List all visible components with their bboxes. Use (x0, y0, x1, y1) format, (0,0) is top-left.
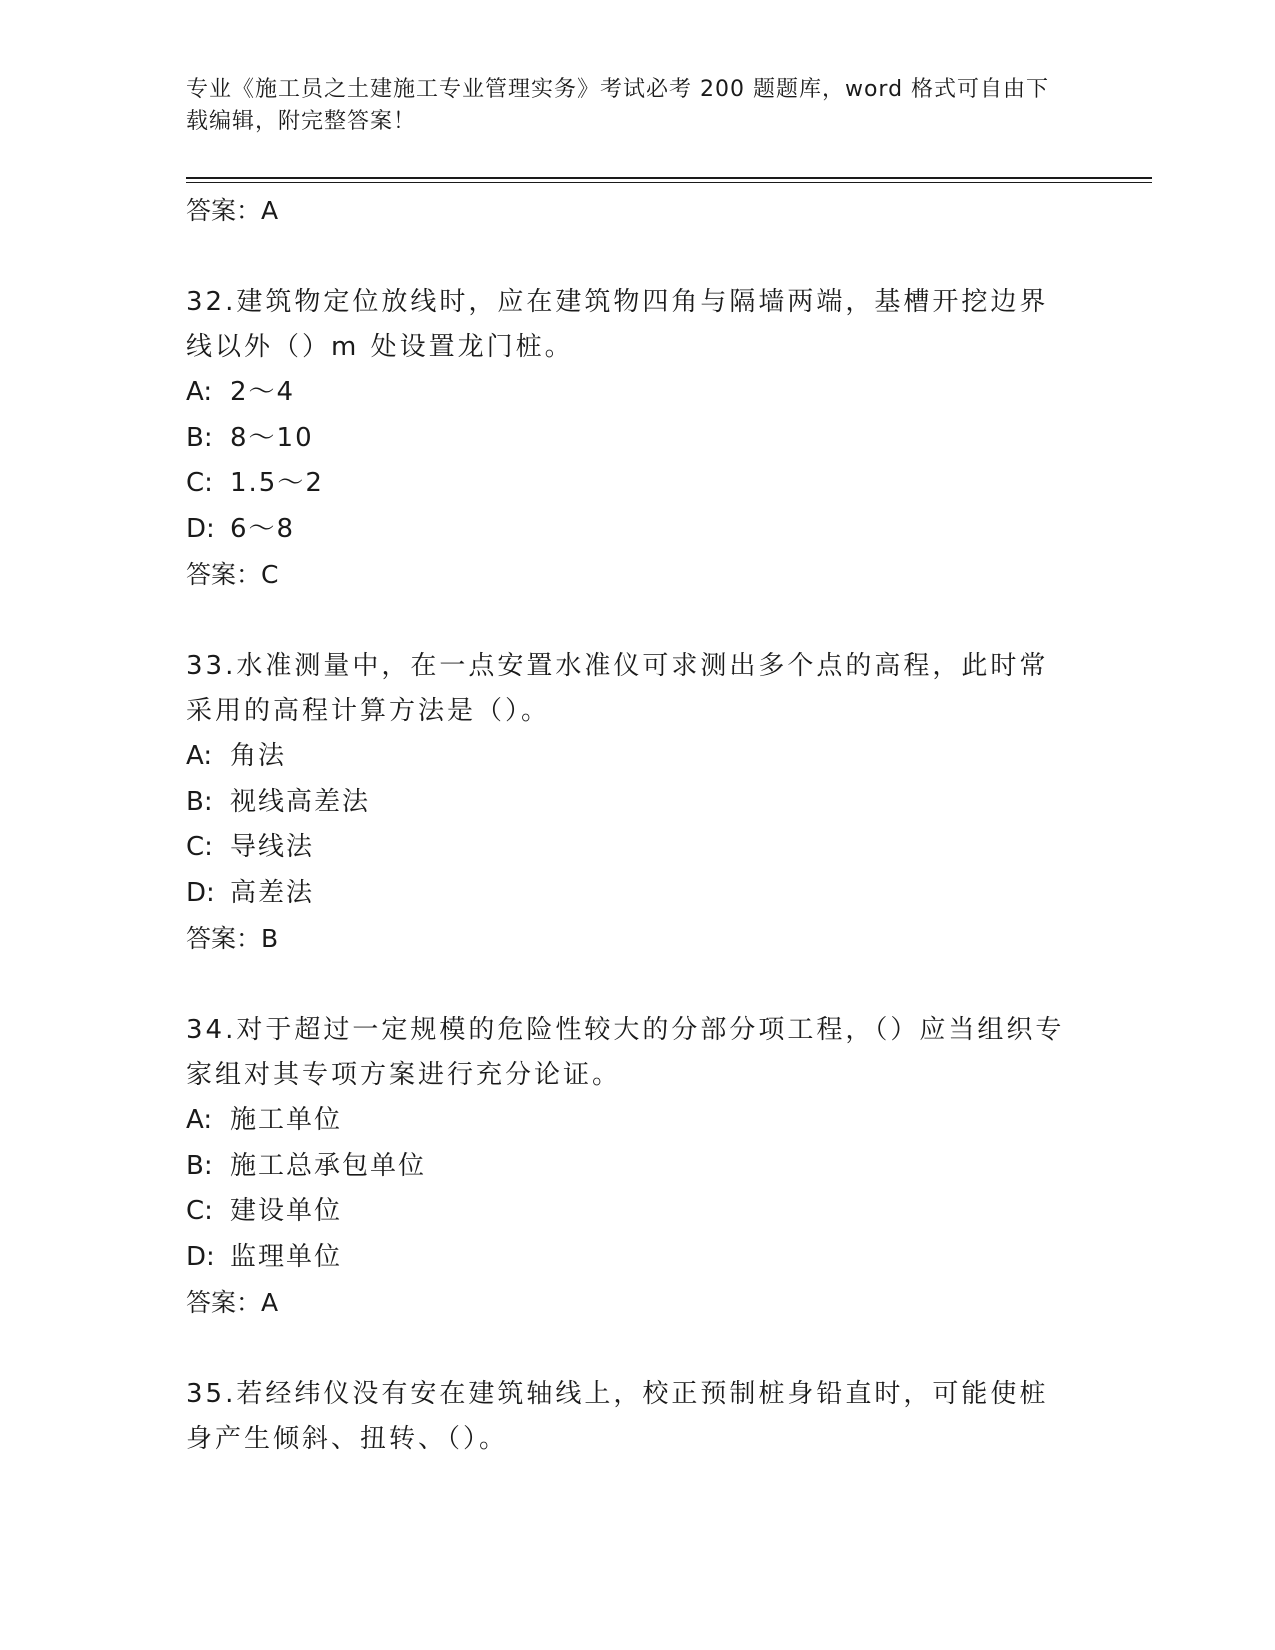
option-letter: D: (186, 1241, 215, 1272)
option-letter: B: (186, 422, 213, 453)
question-block (186, 1008, 1076, 1325)
option-a (186, 1098, 1076, 1144)
option-text: 8～10 (230, 422, 314, 453)
option-c (186, 825, 1076, 871)
option-text: 1.5～2 (230, 468, 324, 498)
option-letter: A: (186, 1105, 213, 1135)
option-letter: A: (186, 741, 213, 771)
option-b (186, 1144, 1076, 1190)
option-text: 2～4 (230, 377, 296, 407)
question-block (186, 644, 1076, 961)
option-b (186, 780, 1076, 826)
option-d (186, 871, 1076, 917)
option-letter: D: (186, 513, 215, 544)
option-c (186, 461, 1076, 507)
option-text: 施工总承包单位 (230, 1150, 427, 1181)
header-rule-thin (186, 182, 1152, 183)
option-letter: A: (186, 377, 213, 407)
question-text: 32.建筑物定位放线时，应在建筑物四角与隔墙两端，基槽开挖边界线以外（）m 处设置龙门桩。 (186, 287, 1049, 362)
option-letter: B: (186, 786, 213, 817)
answer-line: 答案：B (186, 924, 279, 953)
question-text: 35.若经纬仪没有安在建筑轴线上，校正预制桩身铅直时，可能使桩身产生倾斜、扭转、（）。 (186, 1379, 1049, 1454)
document-header: 专业《施工员之土建施工专业管理实务》考试必考 200 题题库，word 格式可自由下载编辑，附完整答案！ (186, 77, 1050, 134)
previous-answer: 答案：A (186, 196, 279, 225)
option-text: 高差法 (230, 877, 315, 908)
option-a (186, 370, 1076, 416)
question-block (186, 280, 1076, 597)
option-a (186, 734, 1076, 780)
question-text: 33.水准测量中，在一点安置水准仪可求测出多个点的高程，此时常采用的高程计算方法是（）。 (186, 651, 1049, 726)
option-text: 角法 (230, 741, 287, 771)
option-letter: C: (186, 832, 213, 862)
answer-line: 答案：C (186, 560, 279, 589)
option-b (186, 416, 1076, 462)
option-text: 建设单位 (230, 1196, 343, 1226)
option-text: 6～8 (230, 513, 296, 544)
question-list (186, 188, 1076, 1462)
option-letter: D: (186, 877, 215, 908)
header-rule-thick (186, 177, 1152, 179)
option-text: 监理单位 (230, 1241, 343, 1272)
option-letter: C: (186, 468, 213, 498)
option-d (186, 507, 1076, 553)
option-text: 导线法 (230, 832, 315, 862)
answer-line: 答案：A (186, 1288, 279, 1317)
option-text: 施工单位 (230, 1105, 343, 1135)
option-c (186, 1189, 1076, 1235)
option-text: 视线高差法 (230, 786, 371, 817)
option-d (186, 1235, 1076, 1281)
question-text: 34.对于超过一定规模的危险性较大的分部分项工程，（）应当组织专家组对其专项方案进行充分论证。 (186, 1015, 1065, 1090)
question-block (186, 1372, 1076, 1462)
option-letter: B: (186, 1150, 213, 1181)
option-letter: C: (186, 1196, 213, 1226)
